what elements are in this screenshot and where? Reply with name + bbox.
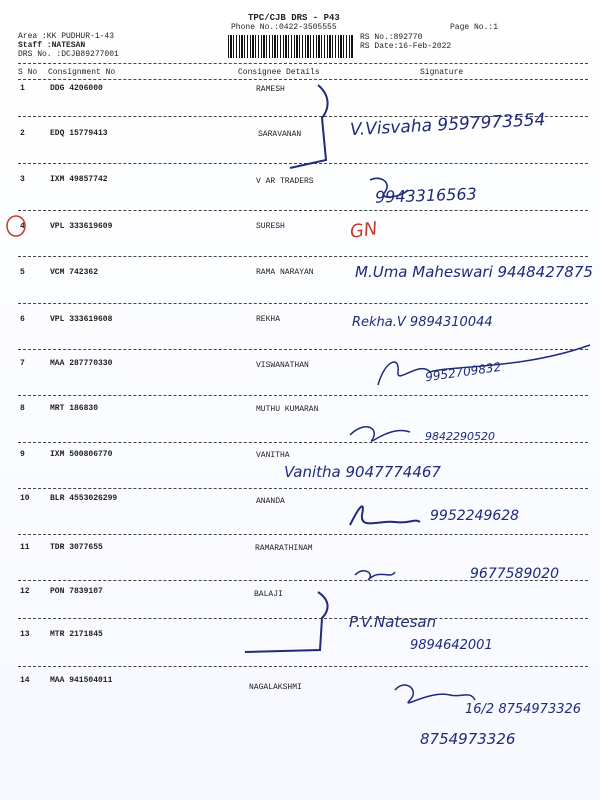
row-signature: 9894642001 bbox=[410, 638, 493, 653]
row-consignee: NAGALAKSHMI bbox=[249, 683, 302, 692]
row-signature: 9943316563 bbox=[374, 184, 478, 207]
page-number: Page No.:1 bbox=[450, 23, 499, 32]
row-sno: 8 bbox=[20, 404, 25, 413]
row-consignment: VPL 333619609 bbox=[50, 222, 113, 231]
row-signature: V.Visvaha 9597973554 bbox=[349, 109, 546, 141]
staff-label: Staff :NATESAN bbox=[18, 41, 86, 50]
row-consignee: ANANDA bbox=[256, 497, 285, 506]
row-signature: Vanitha 9047774467 bbox=[284, 463, 441, 481]
row-sno: 3 bbox=[20, 175, 25, 184]
row-sno: 14 bbox=[20, 676, 30, 685]
row-signature: M.Uma Maheswari 9448427875 bbox=[355, 263, 593, 281]
row-consignment: IXM 500806770 bbox=[50, 450, 113, 459]
row-sno: 11 bbox=[20, 543, 30, 552]
row-consignee: V AR TRADERS bbox=[256, 177, 314, 186]
row-sno: 6 bbox=[20, 315, 25, 324]
row-signature: 9842290520 bbox=[425, 430, 495, 443]
row-signature: 16/2 8754973326 bbox=[465, 702, 582, 717]
row-signature: 9677589020 bbox=[470, 566, 560, 582]
row-signature: Rekha.V 9894310044 bbox=[352, 315, 493, 330]
row-consignment: PON 7839107 bbox=[50, 587, 103, 596]
row-consignment: MTR 2171845 bbox=[50, 630, 103, 639]
row-consignment: DDG 4206000 bbox=[50, 84, 103, 93]
col-consignee: Consignee Details bbox=[238, 68, 320, 77]
row-consignee: RAMA NARAYAN bbox=[256, 268, 314, 277]
phone-number: Phone No.:0422-3505555 bbox=[231, 23, 337, 32]
row-sno: 1 bbox=[20, 84, 25, 93]
row-sno: 12 bbox=[20, 587, 30, 596]
col-sno: S No bbox=[18, 68, 38, 77]
row-consignee: RAMARATHINAM bbox=[255, 544, 313, 553]
drs-number: DRS No. :DCJB89277001 bbox=[18, 50, 119, 59]
row-sno: 2 bbox=[20, 129, 25, 138]
row-consignment: MRT 186830 bbox=[50, 404, 99, 413]
row-consignee: VISWANATHAN bbox=[256, 361, 309, 370]
row-consignee: SARAVANAN bbox=[258, 130, 302, 139]
row-consignment: TDR 3077655 bbox=[50, 543, 103, 552]
row-consignee: BALAJI bbox=[254, 590, 283, 599]
row-consignment: MAA 287770330 bbox=[50, 359, 113, 368]
rs-date: RS Date:16-Feb-2022 bbox=[360, 42, 452, 51]
row-sno: 5 bbox=[20, 268, 25, 277]
area-label: Area :KK PUDHUR-1-43 bbox=[18, 32, 115, 41]
row-signature: 9952249628 bbox=[430, 508, 520, 524]
row-signature: P.V.Natesan bbox=[349, 613, 437, 631]
row-consignment: BLR 4553026299 bbox=[50, 494, 118, 503]
row-consignment: VPL 333619608 bbox=[50, 315, 113, 324]
row-sno: 13 bbox=[20, 630, 30, 639]
col-consignment: Consignment No bbox=[48, 68, 116, 77]
row-consignee: SURESH bbox=[256, 222, 285, 231]
row-sno: 7 bbox=[20, 359, 25, 368]
row-sno: 4 bbox=[20, 222, 25, 231]
row-consignee: VANITHA bbox=[256, 451, 290, 460]
row-consignee: RAMESH bbox=[256, 85, 285, 94]
row-signature: GN bbox=[348, 218, 379, 243]
col-signature: Signature bbox=[420, 68, 464, 77]
row-consignee: MUTHU KUMARAN bbox=[256, 405, 319, 414]
row-sno: 9 bbox=[20, 450, 25, 459]
row-sno: 10 bbox=[20, 494, 30, 503]
row-consignee: REKHA bbox=[256, 315, 281, 324]
svg-text:8754973326: 8754973326 bbox=[420, 730, 516, 748]
row-consignment: IXM 49857742 bbox=[50, 175, 108, 184]
row-consignment: VCM 742362 bbox=[50, 268, 99, 277]
sheet-title: TPC/CJB DRS - P43 bbox=[248, 13, 340, 23]
row-consignment: MAA 941504011 bbox=[50, 676, 113, 685]
rs-number: RS No.:892770 bbox=[360, 33, 423, 42]
row-consignment: EDQ 15779413 bbox=[50, 129, 108, 138]
row-signature: 9952709832 bbox=[424, 359, 502, 385]
